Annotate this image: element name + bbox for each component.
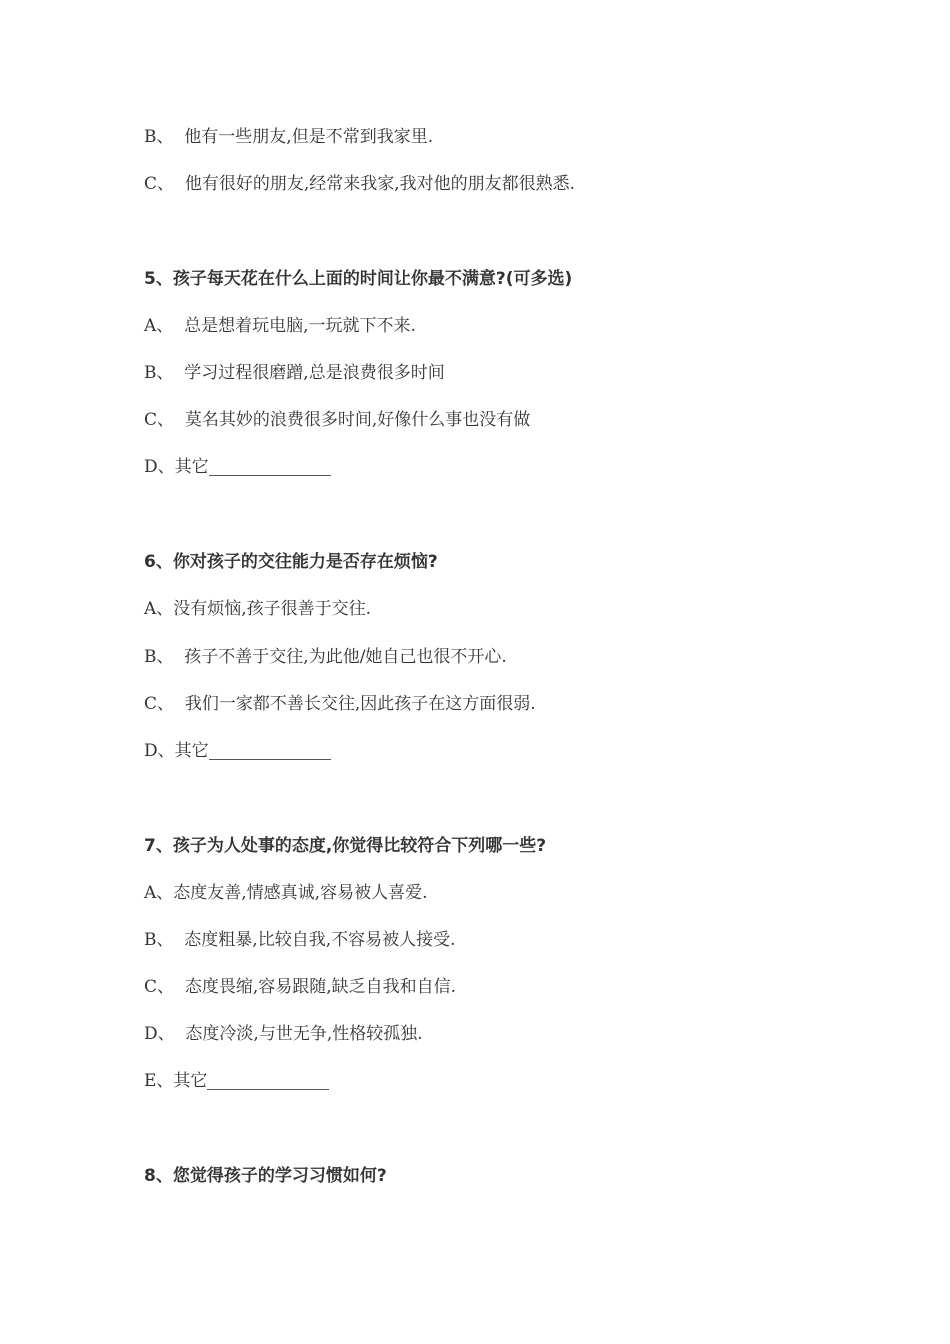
- option-4c: C、 他有很好的朋友,经常来我家,我对他的朋友都很熟悉.: [144, 174, 576, 194]
- option-7d: D、 态度冷淡,与世无争,性格较孤独.: [144, 1024, 423, 1044]
- option-6b: B、 孩子不善于交往,为此他/她自己也很不开心.: [144, 647, 507, 667]
- option-7e-label: E、其它: [144, 1071, 208, 1091]
- option-5d: [144, 455, 331, 479]
- option-5a: A、 总是想着玩电脑,一玩就下不来.: [144, 316, 416, 336]
- blank-line: [209, 457, 331, 476]
- question-7: 7、孩子为人处事的态度,你觉得比较符合下列哪一些?: [144, 836, 547, 856]
- option-7a: A、态度友善,情感真诚,容易被人喜爱.: [144, 883, 428, 903]
- option-7c: C、 态度畏缩,容易跟随,缺乏自我和自信.: [144, 977, 457, 997]
- option-5d-label: D、其它: [144, 457, 209, 477]
- blank-line: [207, 1071, 329, 1090]
- option-6d: [144, 739, 331, 763]
- question-8: 8、您觉得孩子的学习习惯如何?: [144, 1166, 387, 1186]
- option-4b: B、 他有一些朋友,但是不常到我家里.: [144, 127, 434, 147]
- option-7b: B、 态度粗暴,比较自我,不容易被人接受.: [144, 930, 456, 950]
- option-5c: C、 莫名其妙的浪费很多时间,好像什么事也没有做: [144, 410, 531, 430]
- question-6: 6、你对孩子的交往能力是否存在烦恼?: [144, 552, 438, 572]
- option-6a: A、没有烦恼,孩子很善于交往.: [144, 599, 372, 619]
- option-6c: C、 我们一家都不善长交往,因此孩子在这方面很弱.: [144, 694, 536, 714]
- question-5: 5、孩子每天花在什么上面的时间让你最不满意?(可多选): [144, 269, 573, 289]
- option-5b: B、 学习过程很磨蹭,总是浪费很多时间: [144, 363, 445, 383]
- option-6d-label: D、其它: [144, 741, 209, 761]
- option-7e: [144, 1069, 329, 1093]
- blank-line: [209, 741, 331, 760]
